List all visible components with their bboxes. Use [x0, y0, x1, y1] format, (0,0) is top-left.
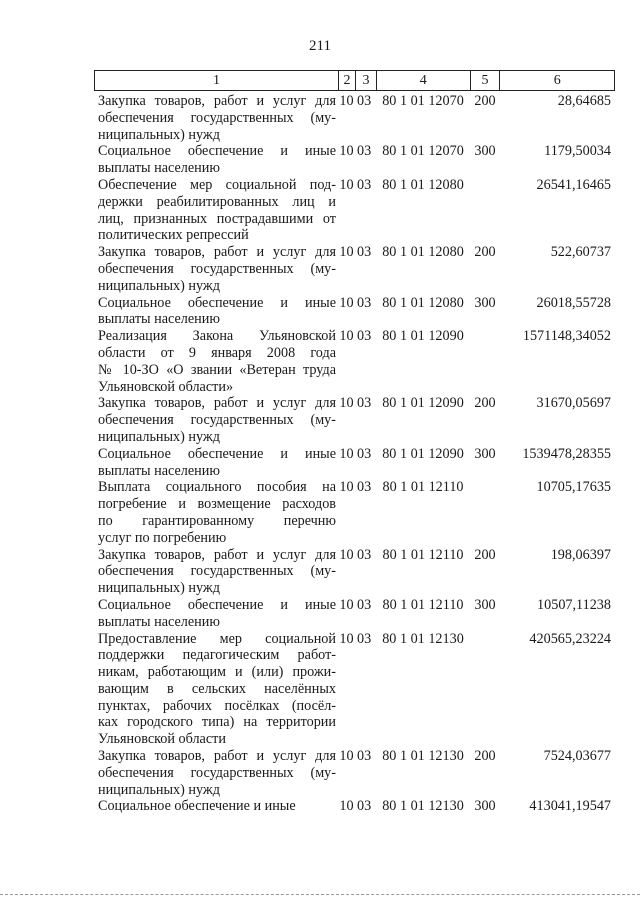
- description-line: обеспечения государственных (му-: [98, 260, 336, 277]
- description-line: политических репрессий: [98, 227, 249, 244]
- row-description: [94, 631, 338, 749]
- amount: 198,06397: [550, 546, 611, 563]
- description-line: выплаты населению: [98, 311, 220, 328]
- column-header-6: 6: [499, 71, 614, 90]
- description-line: услуг по погребению: [98, 529, 227, 546]
- row-description: [94, 479, 338, 546]
- amount: 420565,23224: [529, 630, 611, 647]
- section-code: 10: [339, 244, 354, 261]
- amount: 28,64685: [557, 93, 611, 109]
- row-description: [94, 597, 338, 631]
- subsection-code: 03: [357, 176, 372, 193]
- target-article-code: 80 1 01 12130: [382, 748, 464, 765]
- description-line: Социальное обеспечение и иные: [98, 798, 296, 815]
- expense-type-code: 300: [474, 596, 496, 613]
- row-description: [94, 395, 338, 445]
- subsection-code: 03: [357, 445, 372, 462]
- subsection-code: 03: [357, 546, 372, 563]
- description-line: Закупка товаров, работ и услуг для: [98, 748, 336, 765]
- row-description: [94, 244, 338, 294]
- row-description: [94, 748, 338, 798]
- table-row: [94, 798, 615, 815]
- expense-type-code: 300: [474, 798, 496, 815]
- target-article-code: 80 1 01 12130: [382, 798, 464, 815]
- description-line: выплаты населению: [98, 462, 220, 479]
- description-line: Социальное обеспечение и иные: [98, 143, 336, 160]
- description-line: Закупка товаров, работ и услуг для: [98, 546, 336, 563]
- section-code: 10: [339, 328, 354, 345]
- description-line: выплаты населению: [98, 160, 220, 177]
- amount: 26018,55728: [536, 294, 611, 311]
- expense-type-code: 200: [474, 546, 496, 563]
- target-article-code: 80 1 01 12070: [382, 143, 464, 160]
- description-line: ниципальных) нужд: [98, 126, 220, 143]
- subsection-code: 03: [357, 798, 372, 815]
- target-article-code: 80 1 01 12110: [382, 596, 464, 613]
- description-line: поддержки педагогическим работ-: [98, 647, 336, 664]
- description-line: вающим в сельских населённых: [98, 680, 336, 697]
- table-row: [94, 479, 615, 546]
- row-description: [94, 93, 338, 143]
- table-row: [94, 177, 615, 244]
- column-header-3: 3: [355, 71, 376, 90]
- amount: 522,60737: [550, 244, 611, 261]
- subsection-code: 03: [357, 294, 372, 311]
- section-code: 10: [339, 798, 354, 815]
- description-line: по гарантированному перечню: [98, 512, 336, 529]
- column-header-4: 4: [376, 71, 470, 90]
- row-description: [94, 547, 338, 597]
- section-code: 10: [339, 93, 354, 109]
- description-line: лиц, признанных пострадавшими от: [98, 210, 336, 227]
- target-article-code: 80 1 01 12110: [382, 546, 464, 563]
- target-article-code: 80 1 01 12070: [382, 93, 464, 109]
- amount: 1179,50034: [544, 143, 611, 160]
- table-row: [94, 143, 615, 177]
- expense-type-code: 200: [474, 395, 496, 412]
- amount: 413041,19547: [529, 798, 611, 815]
- target-article-code: 80 1 01 12080: [382, 176, 464, 193]
- description-line: № 10-ЗО «О звании «Ветеран труда: [98, 361, 336, 378]
- target-article-code: 80 1 01 12090: [382, 328, 464, 345]
- section-code: 10: [339, 445, 354, 462]
- description-line: Реализация Закона Ульяновской: [98, 328, 336, 345]
- section-code: 10: [339, 596, 354, 613]
- budget-table: [94, 70, 615, 815]
- description-line: ках городского типа) на территории: [98, 714, 336, 731]
- description-line: обеспечения государственных (му-: [98, 563, 336, 580]
- description-line: Обеспечение мер социальной под-: [98, 176, 336, 193]
- target-article-code: 80 1 01 12090: [382, 395, 464, 412]
- column-header-5: 5: [470, 71, 500, 90]
- description-line: ниципальных) нужд: [98, 580, 220, 597]
- table-body: [94, 93, 615, 815]
- target-article-code: 80 1 01 12080: [382, 244, 464, 261]
- scan-edge-line: [0, 893, 640, 895]
- description-line: Закупка товаров, работ и услуг для: [98, 93, 336, 109]
- description-line: обеспечения государственных (му-: [98, 412, 336, 429]
- column-header-1: 1: [213, 72, 221, 88]
- row-description: [94, 295, 338, 329]
- row-description: [94, 798, 338, 815]
- description-line: Закупка товаров, работ и услуг для: [98, 395, 336, 412]
- subsection-code: 03: [357, 596, 372, 613]
- description-line: Выплата социального пособия на: [98, 479, 336, 496]
- description-line: никам, работающим и (или) прожи-: [98, 664, 336, 681]
- section-code: 10: [339, 748, 354, 765]
- table-row: [94, 93, 615, 143]
- table-row: [94, 446, 615, 480]
- description-line: Социальное обеспечение и иные: [98, 445, 336, 462]
- table-row: [94, 547, 615, 597]
- row-description: [94, 177, 338, 244]
- section-code: 10: [339, 294, 354, 311]
- amount: 10507,11238: [537, 596, 611, 613]
- subsection-code: 03: [357, 748, 372, 765]
- row-description: [94, 143, 338, 177]
- description-line: Ульяновской области: [98, 731, 226, 748]
- description-line: Предоставление мер социальной: [98, 630, 336, 647]
- section-code: 10: [339, 479, 354, 496]
- expense-type-code: 300: [474, 445, 496, 462]
- table-row: [94, 328, 615, 395]
- description-line: обеспечения государственных (му-: [98, 109, 336, 126]
- table-header-row: [94, 70, 615, 91]
- row-description: [94, 328, 338, 395]
- expense-type-code: 200: [474, 244, 496, 261]
- expense-type-code: 300: [474, 294, 496, 311]
- table-row: [94, 395, 615, 445]
- amount: 26541,16465: [536, 176, 611, 193]
- expense-type-code: 300: [474, 143, 496, 160]
- description-line: обеспечения государственных (му-: [98, 764, 336, 781]
- description-line: Ульяновской области»: [98, 378, 234, 395]
- subsection-code: 03: [357, 93, 372, 109]
- description-line: ниципальных) нужд: [98, 428, 220, 445]
- column-header-2: 2: [338, 71, 355, 90]
- amount: 31670,05697: [536, 395, 611, 412]
- table-row: [94, 597, 615, 631]
- target-article-code: 80 1 01 12080: [382, 294, 464, 311]
- section-code: 10: [339, 546, 354, 563]
- description-line: пунктах, рабочих посёлках (посёл-: [98, 697, 336, 714]
- amount: 10705,17635: [536, 479, 611, 496]
- table-row: [94, 748, 615, 798]
- subsection-code: 03: [357, 479, 372, 496]
- section-code: 10: [339, 176, 354, 193]
- target-article-code: 80 1 01 12110: [382, 479, 464, 496]
- subsection-code: 03: [357, 395, 372, 412]
- subsection-code: 03: [357, 630, 372, 647]
- description-line: Социальное обеспечение и иные: [98, 596, 336, 613]
- description-line: держки реабилитированных лиц и: [98, 193, 336, 210]
- section-code: 10: [339, 630, 354, 647]
- amount: 7524,03677: [543, 748, 611, 765]
- section-code: 10: [339, 143, 354, 160]
- subsection-code: 03: [357, 143, 372, 160]
- section-code: 10: [339, 395, 354, 412]
- target-article-code: 80 1 01 12130: [382, 630, 464, 647]
- table-row: [94, 295, 615, 329]
- table-row: [94, 244, 615, 294]
- description-line: Закупка товаров, работ и услуг для: [98, 244, 336, 261]
- description-line: погребение и возмещение расходов: [98, 496, 336, 513]
- amount: 1539478,28355: [522, 445, 611, 462]
- expense-type-code: 200: [474, 748, 496, 765]
- amount: 1571148,34052: [522, 328, 611, 345]
- subsection-code: 03: [357, 244, 372, 261]
- target-article-code: 80 1 01 12090: [382, 445, 464, 462]
- description-line: выплаты населению: [98, 613, 220, 630]
- description-line: ниципальных) нужд: [98, 781, 220, 798]
- page-number: 211: [309, 38, 331, 54]
- table-row: [94, 631, 615, 749]
- description-line: области от 9 января 2008 года: [98, 344, 336, 361]
- expense-type-code: 200: [474, 93, 496, 109]
- description-line: Социальное обеспечение и иные: [98, 294, 336, 311]
- row-description: [94, 446, 338, 480]
- description-line: ниципальных) нужд: [98, 277, 220, 294]
- subsection-code: 03: [357, 328, 372, 345]
